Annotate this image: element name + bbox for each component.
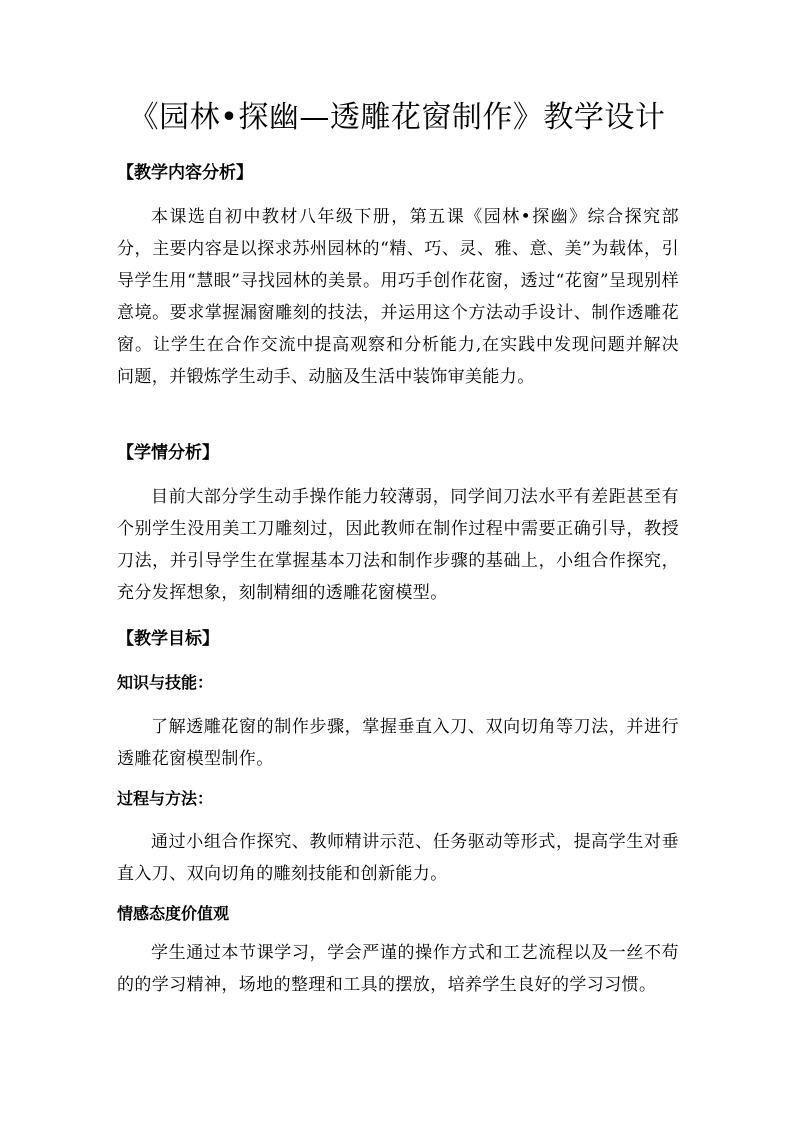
sub-heading-emotional-values: 情感态度价值观 — [117, 904, 230, 923]
paragraph-knowledge-skills: 了解透雕花窗的制作步骤，掌握垂直入刀、双向切角等刀法，并进行透雕花窗模型制作。 — [117, 717, 679, 769]
section-heading-student-analysis: 【学情分析】 — [117, 443, 219, 463]
section-heading-content-analysis: 【教学内容分析】 — [117, 163, 253, 183]
section-heading-teaching-goals: 【教学目标】 — [117, 629, 219, 649]
paragraph-emotional-values: 学生通过本节课学习，学会严谨的操作方式和工艺流程以及一丝不苟的的学习精神，场地的整理和工具的摆放，培养学生良好的学习习惯。 — [117, 943, 679, 995]
page-title: 《园林•探幽—透雕花窗制作》教学设计 — [128, 100, 666, 135]
paragraph-student-analysis: 目前大部分学生动手操作能力较薄弱，同学间刀法水平有差距甚至有个别学生没用美工刀雕刻过，因此教师在制作过程中需要正确引导，教授刀法，并引导学生在掌握基本刀法和制作步骤的基础上，小组合作探究，充分发挥想象，刻制精细的透雕花窗模型。 — [117, 487, 679, 603]
sub-heading-process-methods: 过程与方法： — [117, 789, 214, 808]
paragraph-process-methods: 通过小组合作探究、教师精讲示范、任务驱动等形式，提高学生对垂直入刀、双向切角的雕刻技能和创新能力。 — [117, 832, 679, 884]
sub-heading-knowledge-skills: 知识与技能： — [117, 673, 214, 692]
paragraph-content-analysis: 本课选自初中教材八年级下册，第五课《园林•探幽》综合探究部分，主要内容是以探求苏州园林的“精、巧、灵、雅、意、美”为载体，引导学生用“慧眼”寻找园林的美景。用巧手创作花窗，透过“花窗”呈现别样意境。要求掌握漏窗雕刻的技法，并运用这个方法动手设计、制作透雕花窗。让学生在合作交流中提高观察和分析能力,在实践中发现问题并解决问题，并锻炼学生动手、动脑及生活中装饰审美能力。 — [117, 207, 679, 387]
